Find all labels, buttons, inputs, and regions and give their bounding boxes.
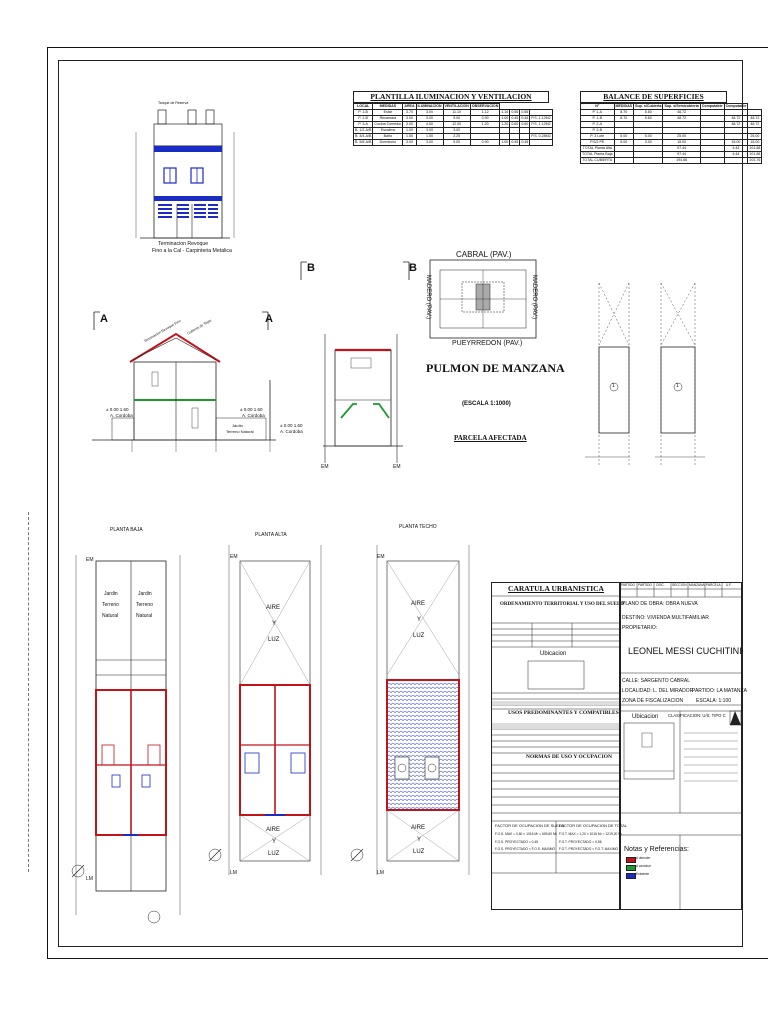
ventilation-table-cell: 0.90 (470, 139, 499, 145)
ground-em: EM (86, 557, 94, 563)
ventilation-table-cell: 11.10 (443, 109, 470, 115)
surface-table-cell (700, 157, 724, 163)
ventilation-table-cell: 1.10 (501, 109, 509, 114)
ventilation-table-cell: 1.00 (403, 127, 416, 133)
detail-plans (585, 275, 735, 475)
upper-aire-1: AIRE (266, 605, 281, 611)
ventilation-table-header-cell: VENTILACION (444, 103, 469, 108)
project-plano: PLANO DE OBRA: OBRA NUEVA (622, 601, 698, 607)
ventilation-table-cell: 0.56 (511, 109, 519, 114)
site-plan-scale: (ESCALA 1:1000) (462, 401, 511, 407)
ventilation-table-cell: Recamara (373, 115, 403, 121)
header-cell-7: U.F. (726, 583, 732, 587)
upper-aire-bottom-3: LUZ (268, 851, 280, 857)
header-cell-6: PARCELA (706, 583, 721, 587)
section-a-garden-1: Jardin (232, 423, 243, 428)
surface-table-cell: 4.44 (724, 151, 748, 157)
section-a-note-1: Terminacion Revoque Fino (143, 318, 182, 344)
ventilation-table-header-cell: LOCAL (354, 103, 373, 109)
project-propietario: PROPIETARIO: (622, 625, 658, 631)
surface-table-cell: 97.44 (663, 151, 700, 157)
ventilation-table-cell: 0.45 (521, 139, 529, 144)
ventilation-table-cell: 3.00 (416, 109, 443, 115)
ventilation-table-cell: 3.00 (403, 139, 416, 145)
legend-label-demolish: A demoler (636, 856, 651, 860)
surface-table-cell: 25.00 (663, 133, 700, 139)
ventilation-table-row (354, 109, 553, 115)
section-a-left-level: ± 0.00 1.60 (106, 407, 129, 412)
surface-table-cell: 48.72 (663, 109, 700, 115)
ventilation-table-cell: 0.45 (511, 139, 519, 144)
ventilation-table-cell: 3.00 (403, 121, 416, 127)
project-destino: DESTINO: VIVIENDA MULTIFAMILIAR (622, 615, 709, 621)
ventilation-table-cell: Estar (373, 109, 403, 115)
header-cell-3: CIRC. (656, 583, 665, 587)
site-plan-title: PULMON DE MANZANA (426, 361, 565, 375)
surface-table-header-cell: Sup. s/Semicubierta (664, 103, 699, 108)
header-cell-5: MANZANA (689, 583, 705, 587)
surface-table-cell: 48.72 (724, 121, 748, 127)
legend-label-build: A construir (636, 864, 652, 868)
site-plan (420, 244, 580, 454)
roof-lm: LM (377, 870, 384, 876)
surface-table-cell: 48.72 (724, 115, 748, 121)
surface-table-cell: 15.00 (663, 139, 700, 145)
section-a-garden-2: Terreno Natural (226, 429, 254, 434)
surface-table-header-cell: MEDIDAS (615, 103, 633, 108)
caratula-title: CARATULA URBANISTICA (508, 584, 604, 593)
surface-table-cell: 8.70 (614, 115, 634, 121)
facade-note-1: Terminacion Revoque (158, 241, 209, 247)
section-a-left-name: A. Cordoba (110, 413, 133, 418)
ventilation-table-cell: P.S. 0.28M2 (531, 133, 551, 138)
ventilation-table-cell: B. 5/6-A/B (355, 139, 372, 144)
header-cell-4: SECCION (672, 583, 687, 587)
roof-aire-1: AIRE (411, 601, 426, 607)
surface-table-cell: P. 2-B (581, 127, 615, 133)
surface-table-cell: P. 1-A (581, 109, 615, 115)
ventilation-table-cell: 0.45 (511, 115, 519, 120)
surface-table-cell: TOTAL Planta Alta (581, 145, 615, 151)
surface-table-cell: TOTAL CUBIERTA (582, 157, 613, 162)
caratula-normas: NORMAS DE USO Y OCUPACION (526, 754, 612, 760)
section-b-em-right: EM (393, 464, 401, 470)
section-b-left-marker: B (307, 262, 315, 274)
section-b-right-marker: B (409, 262, 417, 274)
ventilation-table-cell: 9.00 (443, 115, 470, 121)
ground-garden-right-2: Terreno (136, 602, 153, 608)
section-a-right-name: A. Cordoba (242, 413, 265, 418)
legend-swatch-build (626, 865, 636, 871)
caratula-fos-line-3: F.O.S. PROYECTADO < F.O.S. MAXIMO (495, 847, 556, 851)
section-a-note-2: Cubierta de Tejas (186, 318, 212, 336)
ventilation-table-cell: B. 1/2-A/B (355, 127, 372, 132)
legend-label-existing: Existente (636, 872, 650, 876)
surface-table-cell: 5.60 (634, 115, 663, 121)
site-right-street: MADERO (PAV.) (531, 274, 538, 320)
surface-table-cell: 48.72 (663, 115, 700, 121)
ventilation-table-cell: 3.00 (416, 127, 443, 133)
facade-note-2: Fino a la Cal - Carpinteria Metalica (152, 248, 232, 254)
surface-table-cell: 15.00 (748, 139, 762, 145)
surface-table-cell: 101.88 (749, 151, 761, 156)
header-cell-1: PARTIDO (621, 583, 635, 587)
ventilation-table-header-cell: AREA (404, 103, 415, 108)
caratula-fot-line-2: F.O.T. PROYECTADO = 0,56 (559, 840, 602, 844)
project-escala: ESCALA: 1:100 (696, 698, 732, 704)
roof-plan-title: PLANTA TECHO (399, 524, 437, 530)
project-localidad: LOCALIDAD: L. DEL MIRADOR (622, 688, 694, 694)
surface-table-cell: TOTAL Planta Baja (582, 151, 613, 156)
margin-fold (28, 512, 49, 872)
roof-aire-bottom-2: Y (417, 837, 422, 843)
roof-aire-bottom-3: LUZ (413, 849, 425, 855)
ventilation-table-title: PLANTILLA ILUMINACION Y VENTILACION (353, 91, 549, 103)
ground-garden-left-1: Jardin (104, 591, 118, 597)
upper-aire-2: Y (272, 621, 277, 627)
ventilation-table-cell: 0.56 (521, 109, 529, 114)
ventilation-table-cell: P.S. 1.12M2 (531, 115, 551, 120)
surface-table-cell (724, 157, 748, 163)
project-calle: CALLE: SARGENTO CABRAL (622, 678, 690, 684)
roof-em: EM (377, 554, 385, 560)
surface-table-cell: P. 1-B (581, 115, 615, 121)
ventilation-table-row (354, 121, 553, 127)
surface-table-cell: 25.00 (748, 133, 762, 139)
surface-table-cell (634, 157, 663, 163)
surface-table-cell: 48.72 (748, 121, 762, 127)
caratula-ubicacion: Ubicacion (540, 651, 567, 657)
caratula-fos-title: FACTOR DE OCUPACION DE SUELO (495, 823, 565, 828)
surface-table-cell: 194.88 (663, 157, 700, 163)
surface-table-cell: P. 3 Lote (581, 133, 615, 139)
plan-upper-floor (225, 525, 325, 885)
roof-aire-bottom-1: AIRE (411, 825, 426, 831)
ventilation-table-cell: 3.00 (443, 127, 470, 133)
roof-aire-3: LUZ (413, 633, 425, 639)
ventilation-table-cell: P. 1-B (354, 109, 373, 115)
site-bottom-street: PUEYRREDON (PAV.) (452, 340, 523, 347)
project-notas: Notas y Referencias: (624, 846, 689, 853)
surface-table-header-cell: N° (581, 103, 615, 109)
section-a-far-level: ± 0.00 1.60 (280, 423, 303, 428)
ventilation-table-row (354, 139, 553, 145)
surface-table-cell: 8.70 (614, 109, 634, 115)
ventilation-table-header-cell: ILUMINACION (417, 103, 442, 108)
ventilation-table-cell: 0.60 (511, 121, 519, 126)
ventilation-table-cell: 3.70 (403, 109, 416, 115)
upper-aire-bottom-2: Y (272, 839, 277, 845)
detail-right-number: 1 (676, 383, 679, 389)
ventilation-table-cell: Dormitorio (373, 139, 403, 145)
surface-table-cell: 4.44 (724, 145, 748, 151)
surface-table-header-cell: Computable (701, 103, 723, 108)
surface-table-cell: P.S/2 PE (581, 139, 615, 145)
caratula-usos: USOS PREDOMINANTES Y COMPATIBLES (508, 710, 619, 716)
project-partido: PARTIDO: LA MATANZA (692, 688, 747, 694)
plan-roof (375, 525, 475, 885)
ventilation-table-cell: Cocina Comedor (374, 121, 402, 126)
project-zona: ZONA DE FISCALIZACION (622, 698, 684, 704)
site-affected-parcel: PARCELA AFECTADA (454, 434, 527, 442)
section-a-right-marker: A (265, 313, 273, 325)
ventilation-table-block (353, 91, 549, 146)
upper-aire-bottom-1: AIRE (266, 827, 281, 833)
section-a-left-marker: A (100, 313, 108, 325)
ground-garden-left-3: Natural (102, 613, 119, 619)
surface-table-cell: 97.44 (663, 145, 700, 151)
ventilation-table-cell: 12.00 (443, 121, 470, 127)
ventilation-table-cell: 4.00 (416, 121, 443, 127)
caratula-fot-line-3: F.O.T. PROYECTADO < F.O.T. MAXIMO (559, 847, 619, 851)
ventilation-table-cell: 1.20 (501, 121, 509, 126)
surface-table-cell: 48.72 (748, 115, 762, 121)
ventilation-table-cell: 1.12 (470, 109, 499, 115)
surface-table-cell: 15.00 (724, 139, 748, 145)
ground-garden-right-3: Natural (136, 613, 153, 619)
upper-plan-title: PLANTA ALTA (255, 532, 287, 538)
surface-table-row (581, 157, 762, 163)
ventilation-table-cell: 1.50 (416, 133, 443, 139)
surface-table-cell (614, 157, 634, 163)
surface-table-block (580, 91, 761, 164)
surface-table-cell: 101.88 (749, 145, 761, 150)
ventilation-table-cell: 9.00 (443, 139, 470, 145)
ventilation-table-cell: Baño (373, 133, 403, 139)
caratula-fot-title: FACTOR DE OCUPACION DE TOTAL (559, 823, 628, 828)
tank-label: Tanque de Reserva (158, 101, 189, 105)
ventilation-table-cell: P. 3-A (354, 121, 373, 127)
ventilation-table-cell: 3.00 (416, 115, 443, 121)
section-a-far-name: A. Cordoba (280, 429, 303, 434)
section-b-em-left: EM (321, 464, 329, 470)
ground-plan-title: PLANTA BAJA (110, 527, 143, 533)
section-aa (92, 300, 303, 470)
ventilation-table-cell: 1.20 (470, 121, 499, 127)
ventilation-table-cell: 1.50 (403, 133, 416, 139)
surface-table (580, 103, 762, 164)
caratula-fot-line-1: F.O.T. MAX = 1,20 × 1016 M² = 1219,20 M² (559, 832, 623, 836)
surface-table-cell: 5.60 (634, 109, 663, 115)
legend-swatch-demolish (626, 857, 636, 863)
surface-table-cell: 3.00 (634, 139, 663, 145)
header-cell-2: PARTIDO (638, 583, 652, 587)
surface-table-cell: P. 2-A (581, 121, 615, 127)
ventilation-table-cell: 2.25 (443, 133, 470, 139)
surface-table-header-cell: Sup. s/Cubierta (635, 103, 662, 108)
ventilation-table-cell: Escalera (373, 127, 403, 133)
ventilation-table-cell: 0.45 (521, 115, 529, 120)
ventilation-table-header-cell: OBSERVACION (471, 103, 499, 108)
surface-table-title: BALANCE DE SUPERFICIES (580, 91, 727, 103)
section-a-right-level: ± 0.00 1.60 (240, 407, 263, 412)
facade-elevation (130, 92, 240, 262)
roof-aire-2: Y (417, 617, 422, 623)
ventilation-table-cell: 0.90 (470, 115, 499, 121)
ventilation-table-cell: 1.00 (501, 115, 509, 120)
section-bb (295, 258, 415, 473)
caratula-fos-line-1: F.O.S. MAX = 0,60 × 1016 M² = 609,60 M² (495, 832, 557, 836)
ventilation-table-header-cell: MEDIDAS (373, 103, 403, 109)
surface-table-cell: 5.00 (634, 133, 663, 139)
ventilation-table-cell: 3.00 (403, 115, 416, 121)
ground-garden-left-2: Terreno (102, 602, 119, 608)
surface-table-cell: 5.00 (614, 133, 634, 139)
plan-ground-floor (68, 525, 188, 935)
ventilation-table-cell: B. 3/4-A/B (355, 133, 372, 138)
project-ubicacion: Ubicacion (632, 714, 659, 720)
ventilation-table-cell: 3.00 (416, 139, 443, 145)
surface-table-cell: 203.76 (749, 157, 761, 162)
ventilation-table-cell: P.S. 1.12M2 (531, 121, 551, 126)
site-left-street: MADERO (PAV.) (425, 274, 432, 320)
caratula-fos-line-2: F.O.S. PROYECTADO = 0,45 (495, 840, 539, 844)
ventilation-table-cell: P. 2-B (354, 115, 373, 121)
ground-lm: LM (86, 876, 93, 882)
ventilation-table-cell (530, 139, 552, 145)
project-data-block (619, 582, 747, 910)
ventilation-table-cell: 1.00 (501, 139, 509, 144)
project-clasificacion: CLASIFICACION: U/S: TIPO C (668, 713, 726, 718)
upper-lm: LM (230, 870, 237, 876)
caratula-subtitle: ORDENAMIENTO TERRITORIAL Y USO DEL SUELO (500, 602, 625, 607)
ventilation-table-row (354, 115, 553, 121)
ventilation-table (353, 103, 553, 146)
upper-em: EM (230, 554, 238, 560)
surface-table-cell: 5.00 (614, 139, 634, 145)
ventilation-table-cell: 0.60 (521, 121, 529, 126)
ground-garden-right-1: Jardin (138, 591, 152, 597)
detail-left-number: 1 (612, 383, 615, 389)
surface-table-header-cell: Computable (725, 103, 747, 108)
legend-swatch-existing (626, 873, 636, 879)
upper-aire-3: LUZ (268, 637, 280, 643)
project-owner: LEONEL MESSI CUCHITINI (628, 646, 742, 656)
site-top-street: CABRAL (PAV.) (456, 250, 512, 259)
